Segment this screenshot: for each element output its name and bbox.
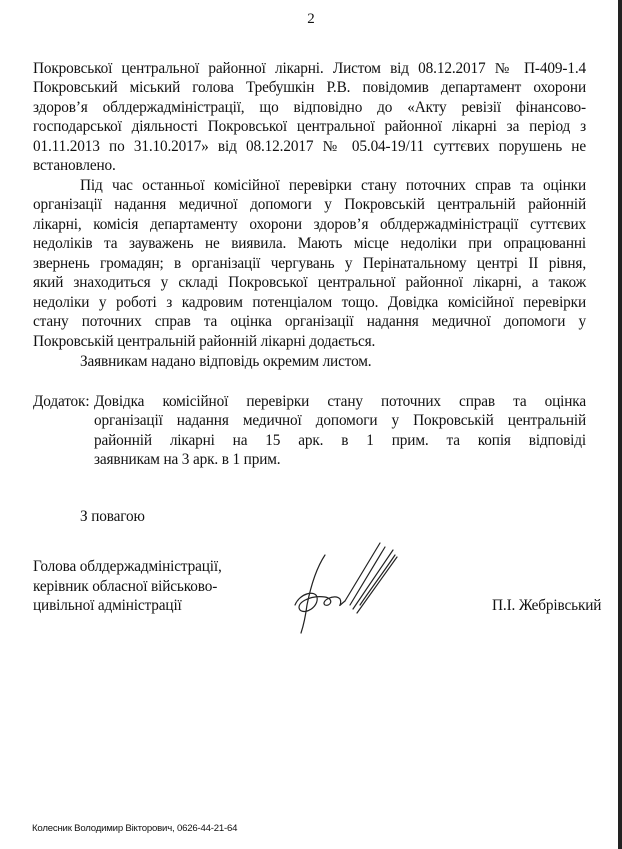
text-line: Довідка комісійної перевірки стану поточних справ та оцінка <box>94 393 586 410</box>
page-number: 2 <box>307 11 315 27</box>
text-line: організації надання медичної допомоги у Покровській центральній районній <box>33 196 586 213</box>
text-line: Покровський міський голова Требушкін Р.В. повідомив департамент охорони <box>33 79 586 96</box>
text-line: лікарні, комісія департаменту охорони здоров’я облдержадміністрації суттєвих <box>33 216 586 233</box>
text-line: Покровській центральній районній лікарні додається. <box>33 333 376 350</box>
signatory-title-line: Голова облдержадміністрації, <box>33 558 222 575</box>
text-line: здоров’я облдержадміністрації, що відповідно до «Акту ревізії фінансово- <box>33 99 586 116</box>
text-line: недоліків та зауважень не виявила. Мають місце недоліки при опрацюванні <box>33 235 586 252</box>
scan-edge <box>618 0 622 849</box>
handwritten-signature <box>285 535 405 635</box>
paragraph-3: Заявникам надано відповідь окремим листом. <box>80 353 372 370</box>
text-line: Покровської центральної районної лікарні. Листом від 08.12.2017 № П-409-1.4 <box>33 60 586 77</box>
text-line: 01.11.2013 по 31.10.2017» від 08.12.2017 № 05.04-19/11 суттєвих порушень не <box>33 138 586 155</box>
text-line: організації надання медичної допомоги у Покровській центральній <box>94 412 586 429</box>
text-line: Під час останньої комісійної перевірки стану поточних справ та оцінки <box>80 177 586 194</box>
text-line: недоліки у роботі з кадровим потенціалом тощо. Довідка комісійної перевірки <box>33 294 586 311</box>
signatory-title-line: цивільної адміністрації <box>33 597 182 614</box>
signatory-name: П.І. Жебрівський <box>492 597 602 614</box>
text-line: стану поточних справ та оцінка організації надання медичної допомоги у <box>33 313 586 330</box>
text-line: який знаходиться у складі Покровської центральної районної лікарні, а також <box>33 274 586 291</box>
text-line: встановлено. <box>33 157 116 174</box>
text-line: районній лікарні на 15 арк. в 1 прим. та копія відповіді <box>94 432 586 449</box>
executor-footer: Колесник Володимир Вікторович, 0626-44-21-64 <box>32 823 238 834</box>
text-line: звернень громадян; в організації чергувань у Перінатальному центрі II рівня, <box>33 255 586 272</box>
attachment-label: Додаток: <box>33 393 90 410</box>
closing: З повагою <box>80 508 145 525</box>
text-line: господарської діяльності Покровської центральної районної лікарні за період з <box>33 118 586 135</box>
text-line: заявникам на 3 арк. в 1 прим. <box>94 451 281 468</box>
signatory-title-line: керівник обласної військово- <box>33 578 218 595</box>
